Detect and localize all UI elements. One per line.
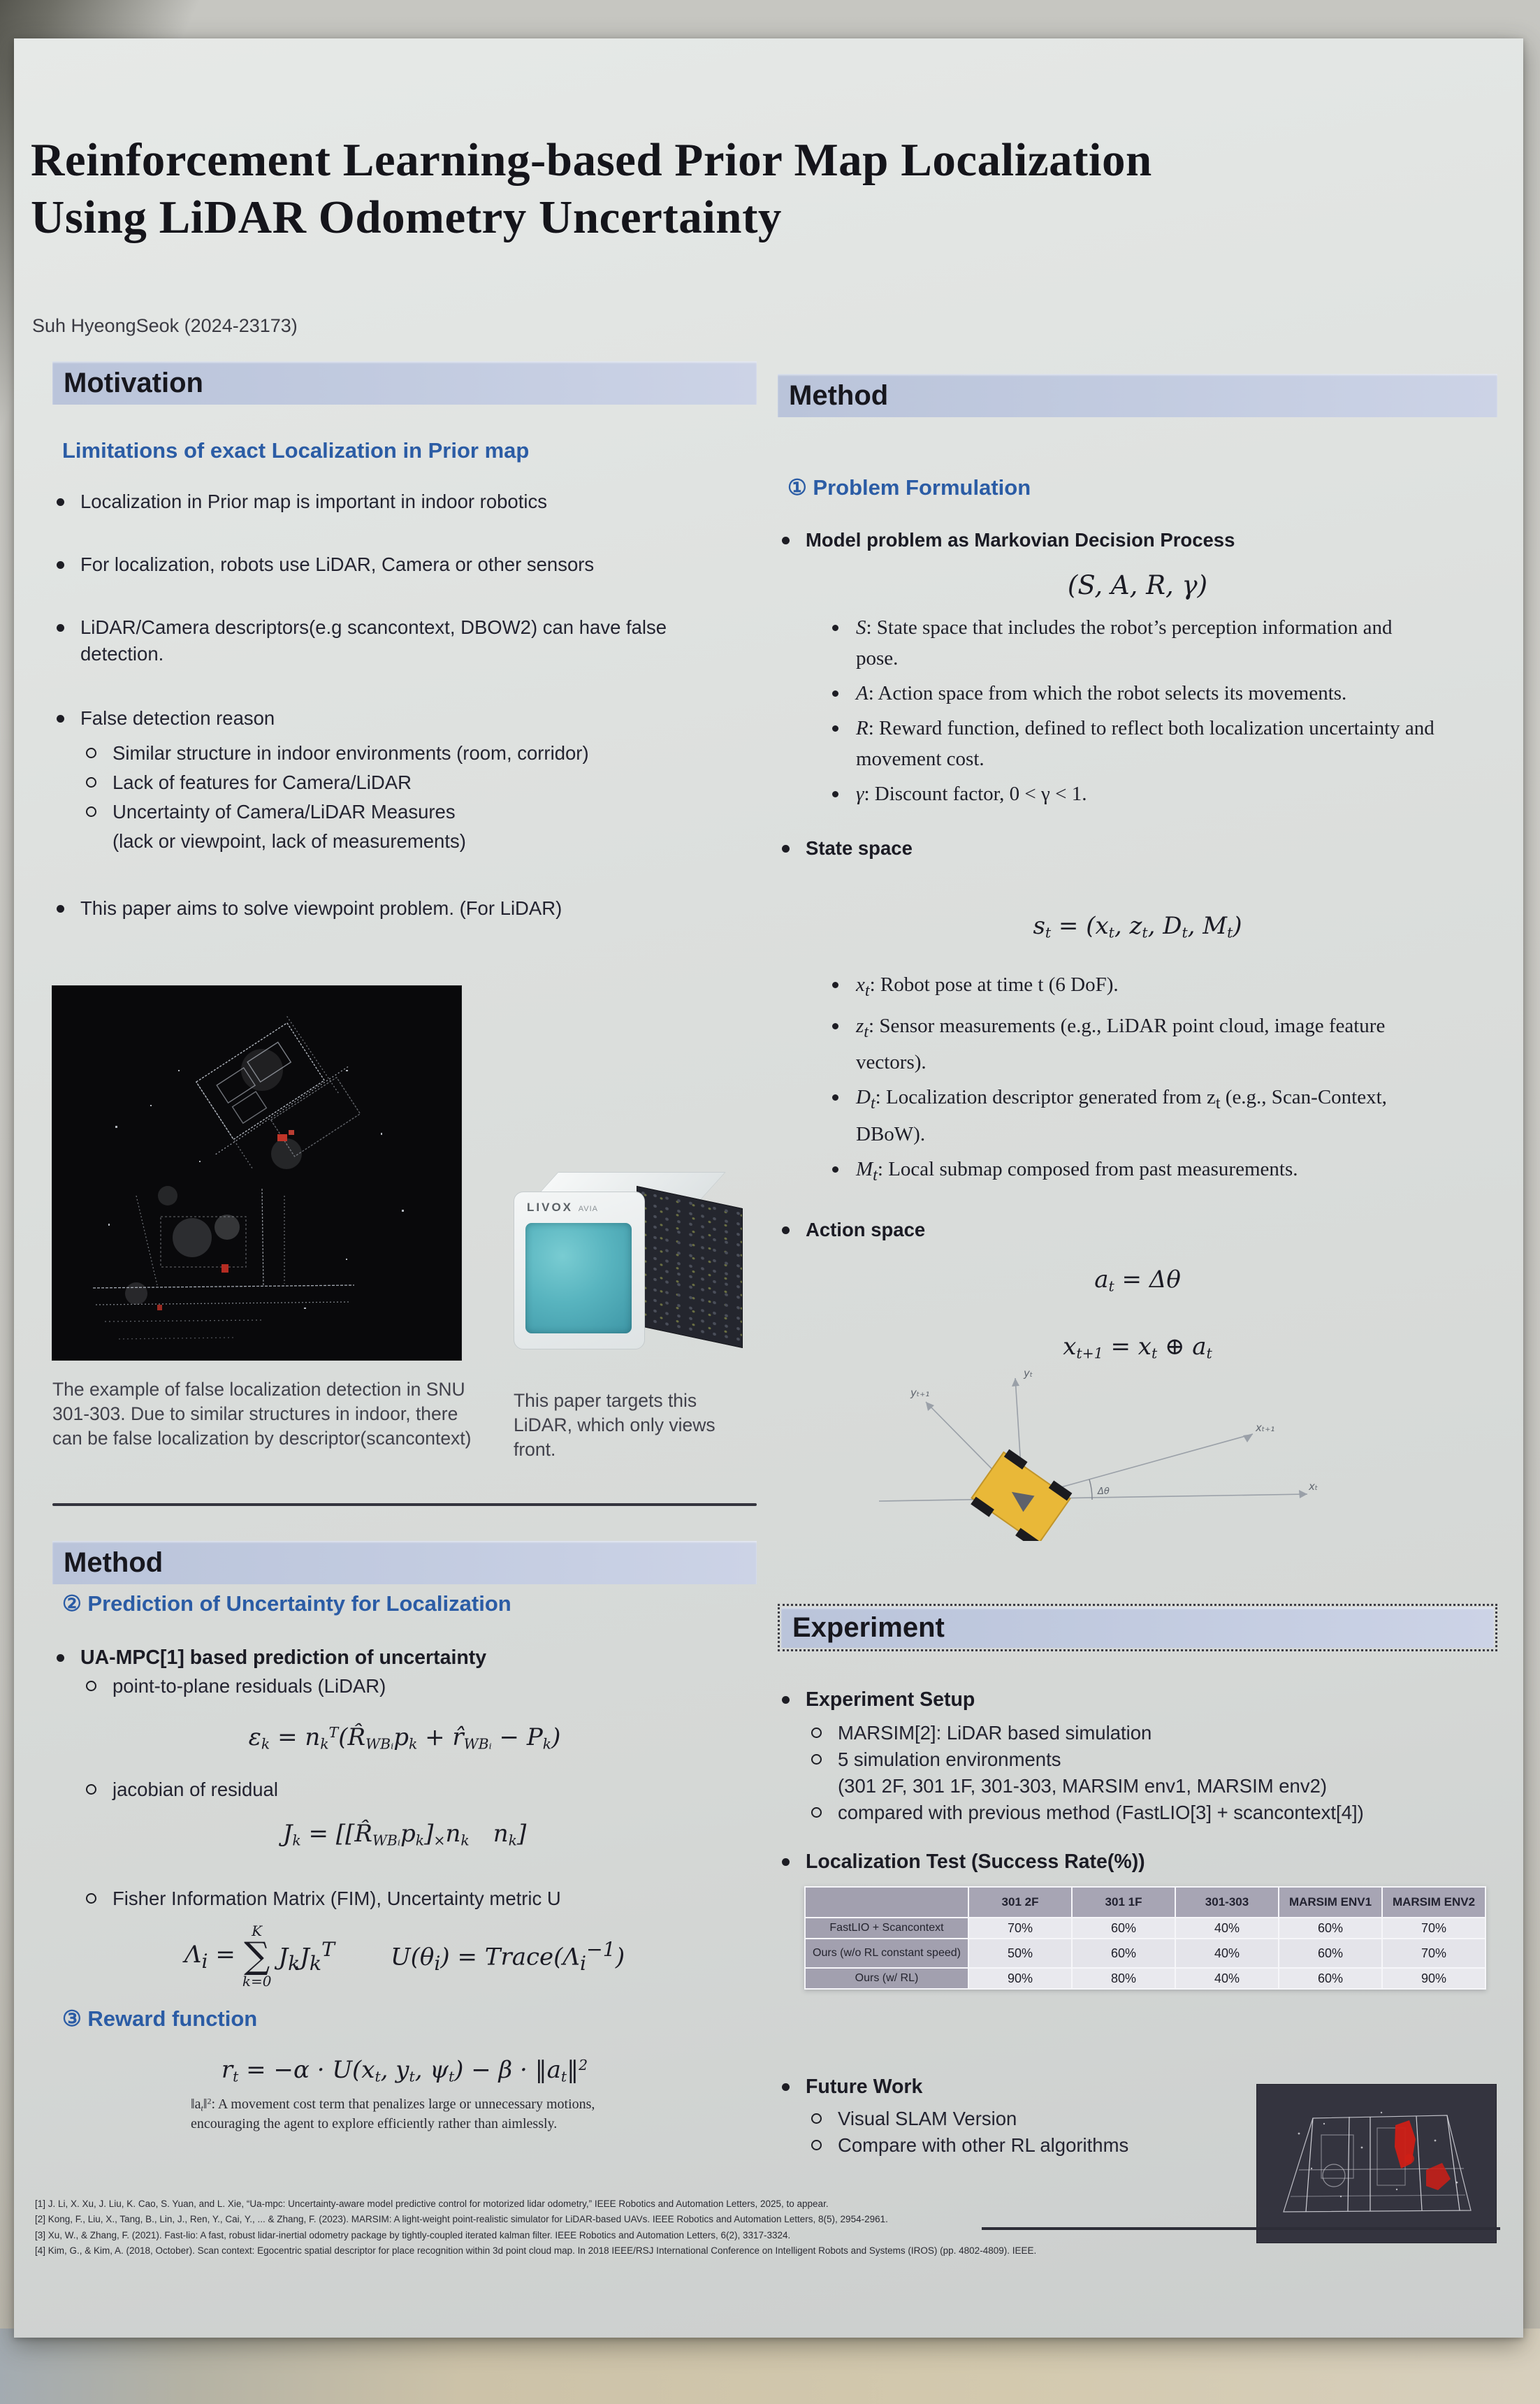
- footer-rule-line: [982, 2227, 1500, 2230]
- reward-note: $‖a_t‖^2$: A movement cost term that penalizes large or unnecessary motions, encouraging the agent to explore efficiently rather than aimlessly.: [191, 2096, 595, 2131]
- state-symbol-item: $M_t$: Local submap composed from past measurements.: [820, 1154, 1434, 1191]
- summation-symbol: K ∑ k=0: [242, 1923, 272, 1990]
- sub-bullet-continuation: (301 2F, 301 1F, 301-303, MARSIM env1, MARSIM env2): [838, 1775, 1328, 1797]
- title-line-2: Using LiDAR Odometry Uncertainty: [31, 191, 782, 243]
- reference-item: [3] Xu, W., & Zhang, F. (2021). Fast-lio: A fast, robust lidar-inertial odometry package by tightly-coupled iterated kalman filter. IEEE Robotics and Automation Letters, 6(2), 3317-3324.: [35, 2229, 791, 2240]
- method2-header-bar: Method: [52, 1541, 757, 1584]
- y-axis-label: yₜ: [1024, 1370, 1033, 1380]
- motivation-header-bar: Motivation: [52, 361, 757, 405]
- bullet-item: False detection reason: [52, 705, 757, 732]
- section-experiment: [778, 1604, 1497, 2159]
- fim-equation: $\Lambda_i$ = K ∑ k=0 $J_kJ_k^T$ $U(\theta_i)$ = $Trace(\Lambda_i^{-1})$: [184, 1923, 625, 1990]
- pointcloud-map-graphic: [52, 986, 461, 1360]
- table-cell: 60%: [1279, 1968, 1382, 1989]
- mdp-symbol-item: S: State space that includes the robot’s perception information and pose.: [820, 612, 1434, 674]
- section-method-prediction: [52, 1541, 757, 2134]
- sub-bullet-item: Uncertainty of Camera/LiDAR Measures: [52, 799, 757, 825]
- table-cell: 90%: [1382, 1968, 1485, 1989]
- table-cell: 60%: [1072, 1918, 1175, 1939]
- section-method-formulation: [778, 374, 1497, 1541]
- localization-test-heading: Localization Test (Success Rate(%)): [778, 1848, 1497, 1875]
- robot-rotation-diagram: [862, 1370, 1323, 1541]
- mdp-bullet: Model problem as Markovian Decision Process: [778, 527, 1497, 553]
- table-row: [805, 1918, 1485, 1939]
- author-line: Suh HyeongSeok (2024-23173): [32, 315, 298, 336]
- table-col-header: 301-303: [1175, 1887, 1279, 1918]
- table-row-label: FastLIO + Scancontext: [805, 1918, 968, 1939]
- experiment-setup-heading: Experiment Setup: [778, 1686, 1497, 1713]
- floor-strip: [0, 2329, 1540, 2404]
- mdp-tuple-formula: (S, A, R, γ): [1067, 570, 1208, 600]
- sub-bullet-item: point-to-plane residuals (LiDAR): [52, 1673, 757, 1700]
- table-cell: 40%: [1175, 1918, 1279, 1939]
- table-cell: 70%: [1382, 1939, 1485, 1968]
- sub-bullet-item: jacobian of residual: [52, 1776, 757, 1803]
- sub-bullet-item: compared with previous method (FastLIO[3] + scancontext[4]): [778, 1800, 1497, 1826]
- table-corner-cell: [805, 1887, 968, 1918]
- method-header-bar: Method: [778, 374, 1497, 417]
- table-cell: 50%: [968, 1939, 1072, 1968]
- experiment-header-bar: Experiment: [781, 1607, 1494, 1648]
- lidar-brand-label: LIVOX AVIA: [527, 1201, 599, 1214]
- table-cell: 70%: [1382, 1918, 1485, 1939]
- map-caption: The example of false localization detection in SNU 301-303. Due to similar structures in indoor, there can be false localization by descriptor(scancontext): [52, 1379, 472, 1449]
- mdp-symbol-item: R: Reward function, defined to reflect both localization uncertainty and movement cost.: [820, 713, 1434, 774]
- title-line-1: Reinforcement Learning-based Prior Map Localization: [31, 134, 1152, 186]
- action-equation-1: $a_t = \Delta\theta$: [1094, 1265, 1181, 1295]
- sub-bullet-item: Visual SLAM Version: [778, 2106, 1497, 2132]
- table-col-header: MARSIM ENV1: [1279, 1887, 1382, 1918]
- residual-equation: $\varepsilon_k$ = $n_k^T(R̂_{WBᵢ}p_k$ + $r̂_{WBᵢ} - P_k$): [248, 1723, 561, 1753]
- reference-item: [1] J. Li, X. Xu, J. Liu, K. Cao, S. Yuan, and L. Xie, “Ua-mpc: Uncertainty-aware model predictive control for motorized lidar odometry,” IEEE Robotics and Automation Letters, 2025, to appear.: [35, 2199, 829, 2209]
- uampc-bullet: UA-MPC[1] based prediction of uncertainty: [52, 1644, 757, 1671]
- motivation-subheading: Limitations of exact Localization in Prior map: [62, 438, 530, 463]
- table-row-label: Ours (w/ RL): [805, 1968, 968, 1989]
- mdp-symbol-item: γ: Discount factor, 0 < γ < 1.: [820, 779, 1434, 809]
- poster: [14, 38, 1523, 2338]
- table-cell: 40%: [1175, 1939, 1279, 1968]
- reward-equation: $r_t = -\alpha \cdot U(x_t$, $y_t$, $\psi_t) - \beta$ · $‖a_t‖^2$: [221, 2056, 588, 2086]
- table-cell: 60%: [1072, 1939, 1175, 1968]
- table-row: [805, 1939, 1485, 1968]
- table-cell: 90%: [968, 1968, 1072, 1989]
- action-space-heading: Action space: [778, 1217, 1497, 1243]
- problem-formulation-heading: ① Problem Formulation: [787, 475, 1031, 500]
- sub-bullet-item: Fisher Information Matrix (FIM), Uncertainty metric U: [52, 1885, 757, 1912]
- localization-table: [804, 1886, 1486, 1990]
- bullet-item: This paper aims to solve viewpoint problem. (For LiDAR): [52, 895, 757, 922]
- jacobian-equation: $J_k$ = [$[R̂_{WBᵢ}p_k]_\times n_k$ $n_k$]: [282, 1819, 527, 1849]
- sub-bullet-item: MARSIM[2]: LiDAR based simulation: [778, 1720, 1497, 1746]
- table-cell: 80%: [1072, 1968, 1175, 1989]
- table-cell: 60%: [1279, 1939, 1382, 1968]
- sub-bullet-item: Compare with other RL algorithms: [778, 2132, 1497, 2159]
- bullet-item: Localization in Prior map is important in indoor robotics: [52, 488, 757, 515]
- lidar-optical-window: [525, 1223, 632, 1333]
- sub-bullet-item: Lack of features for Camera/LiDAR: [52, 769, 757, 796]
- state-space-heading: State space: [778, 835, 1497, 862]
- table-row-label: Ours (w/o RL constant speed): [805, 1939, 968, 1968]
- x-axis-label: xₜ: [1309, 1480, 1319, 1493]
- table-cell: 70%: [968, 1918, 1072, 1939]
- state-symbol-item: $D_t$: Localization descriptor generated from $z_t$ (e.g., Scan-Context, DBoW).: [820, 1082, 1434, 1150]
- table-cell: 60%: [1279, 1918, 1382, 1939]
- reference-item: [2] Kong, F., Liu, X., Tang, B., Lin, J., Ren, Y., Cai, Y., ... & Zhang, F. (2023). MARSIM: A light-weight point-realistic simulator for LiDAR-based UAVs. IEEE Robotics and Automation Letters, 8(5), 2954-2961.: [35, 2214, 888, 2225]
- lidar-caption: This paper targets this LiDAR, which only views front.: [514, 1390, 715, 1460]
- state-symbol-item: $z_t$: Sensor measurements (e.g., LiDAR point cloud, image feature vectors).: [820, 1011, 1434, 1078]
- y-next-axis-label: yₜ₊₁: [910, 1386, 930, 1400]
- experiment-header-frame: [778, 1604, 1497, 1651]
- lidar-pcb-side: [637, 1186, 743, 1348]
- state-symbol-item: $x_t$: Robot pose at time t (6 DoF).: [820, 969, 1434, 1006]
- table-col-header: 301 2F: [968, 1887, 1072, 1918]
- state-equation: $s_t = (x_t$, $z_t$, $D_t$, $M_t$): [1033, 912, 1242, 941]
- prediction-heading: ② Prediction of Uncertainty for Localization: [62, 1591, 511, 1616]
- bullet-item: For localization, robots use LiDAR, Camera or other sensors: [52, 551, 757, 578]
- bullet-item: LiDAR/Camera descriptors(e.g scancontext, DBOW2) can have false detection.: [52, 614, 709, 667]
- sub-bullet-continuation: (lack or viewpoint, lack of measurements): [112, 830, 466, 852]
- section-motivation: [52, 361, 757, 1481]
- lidar-photo: [514, 1168, 748, 1358]
- delta-theta-label: Δθ: [1098, 1486, 1110, 1498]
- sub-bullet-item: Similar structure in indoor environments (room, corridor): [52, 740, 757, 767]
- table-header-row: [805, 1887, 1485, 1918]
- table-col-header: 301 1F: [1072, 1887, 1175, 1918]
- pointcloud-map-image: [52, 986, 461, 1360]
- table-col-header: MARSIM ENV2: [1382, 1887, 1485, 1918]
- action-equation-2: $x_{t+1} = x_t$ ⊕ $a_t$: [1063, 1332, 1212, 1362]
- lidar-front-face: [514, 1192, 645, 1349]
- mdp-symbol-item: A: Action space from which the robot selects its movements.: [820, 678, 1434, 709]
- motivation-figures: [52, 922, 757, 1481]
- x-next-axis-label: xₜ₊₁: [1256, 1421, 1275, 1435]
- future-work-heading: Future Work: [778, 2073, 1497, 2100]
- table-cell: 40%: [1175, 1968, 1279, 1989]
- column-divider-line: [52, 1503, 757, 1506]
- reference-item: [4] Kim, G., & Kim, A. (2018, October). Scan context: Egocentric spatial descriptor for place recognition within 3d point cloud map. In 2018 IEEE/RSJ International Conference on Intelligent Robots and Systems (IROS) (pp. 4802-4809). IEEE.: [35, 2245, 1037, 2257]
- table-row: [805, 1968, 1485, 1989]
- reward-heading: ③ Reward function: [62, 2006, 258, 2032]
- sub-bullet-item: 5 simulation environments: [778, 1746, 1497, 1773]
- page-title: [31, 132, 1491, 246]
